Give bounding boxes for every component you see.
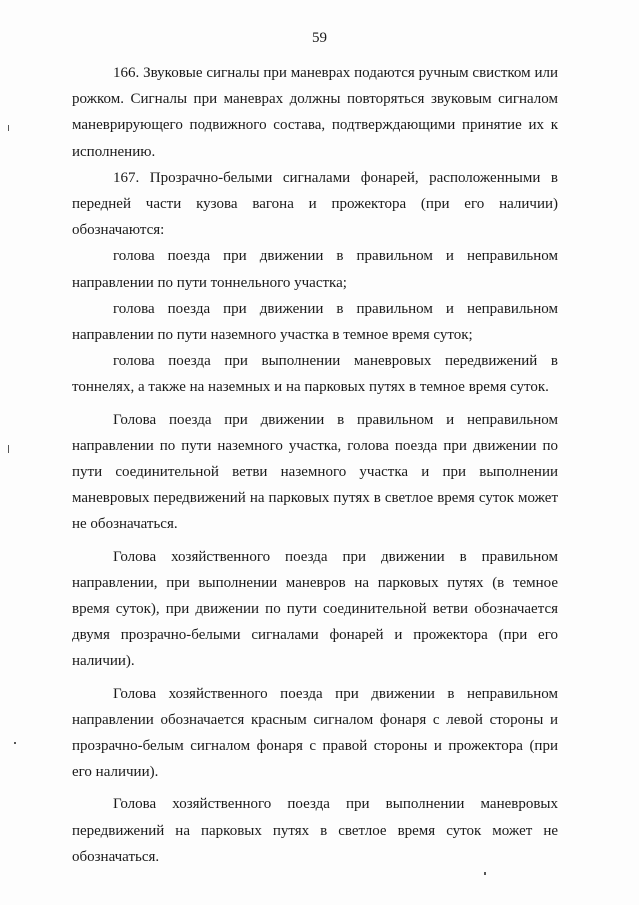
scan-artifact <box>8 445 9 453</box>
paragraph-utility-train-wrong: Голова хозяйственного поезда при движении в неправильном направлении обозначается красным сигналом фонаря с левой стороны и прозрачно-белым сигналом фонаря с правой стороны и прожектора (при его наличии). <box>72 685 558 781</box>
list-item-tunnel: голова поезда при движении в правильном и неправильном направлении по пути тоннельного участка; <box>72 248 558 291</box>
scan-artifact <box>14 742 16 744</box>
paragraph-166: 166. Звуковые сигналы при маневрах подаются ручным свистком или рожком. Сигналы при маневрах должны повторяться звуковым сигналом маневрирующего подвижного состава, подтверждающими принятие их к исполнению. <box>72 65 558 160</box>
page-number: 59 <box>312 30 327 46</box>
scan-artifact <box>484 872 486 875</box>
document-body <box>72 60 558 870</box>
paragraph-167: 167. Прозрачно-белыми сигналами фонарей, расположенными в передней части кузова вагона и прожектора (при его наличии) обозначаются: <box>72 169 558 239</box>
list-item-ground-dark: голова поезда при движении в правильном и неправильном направлении по пути наземного участка в темное время суток; <box>72 300 558 344</box>
list-item-shunting: голова поезда при выполнении маневровых передвижений в тоннелях, а также на наземных и на парковых путях в темное время суток. <box>72 353 558 396</box>
paragraph-head-not-marked: Голова поезда при движении в правильном и неправильном направлении по пути наземного участка, голова поезда при движении по пути соединительной ветви наземного участка и при выполнении маневровых передвижений на парковых путях в светлое время суток может не обозначаться. <box>72 411 558 533</box>
paragraph-utility-train-correct: Голова хозяйственного поезда при движении в правильном направлении, при выполнении маневров на парковых путях (в темное время суток), при движении по пути соединительной ветви обозначается двумя прозрачно-белыми сигналами фонарей и прожектора (при его наличии). <box>72 548 558 670</box>
scan-artifact <box>8 125 9 131</box>
paragraph-utility-train-shunting: Голова хозяйственного поезда при выполнении маневровых передвижений на парковых путях в светлое время суток может не обозначаться. <box>72 796 558 865</box>
